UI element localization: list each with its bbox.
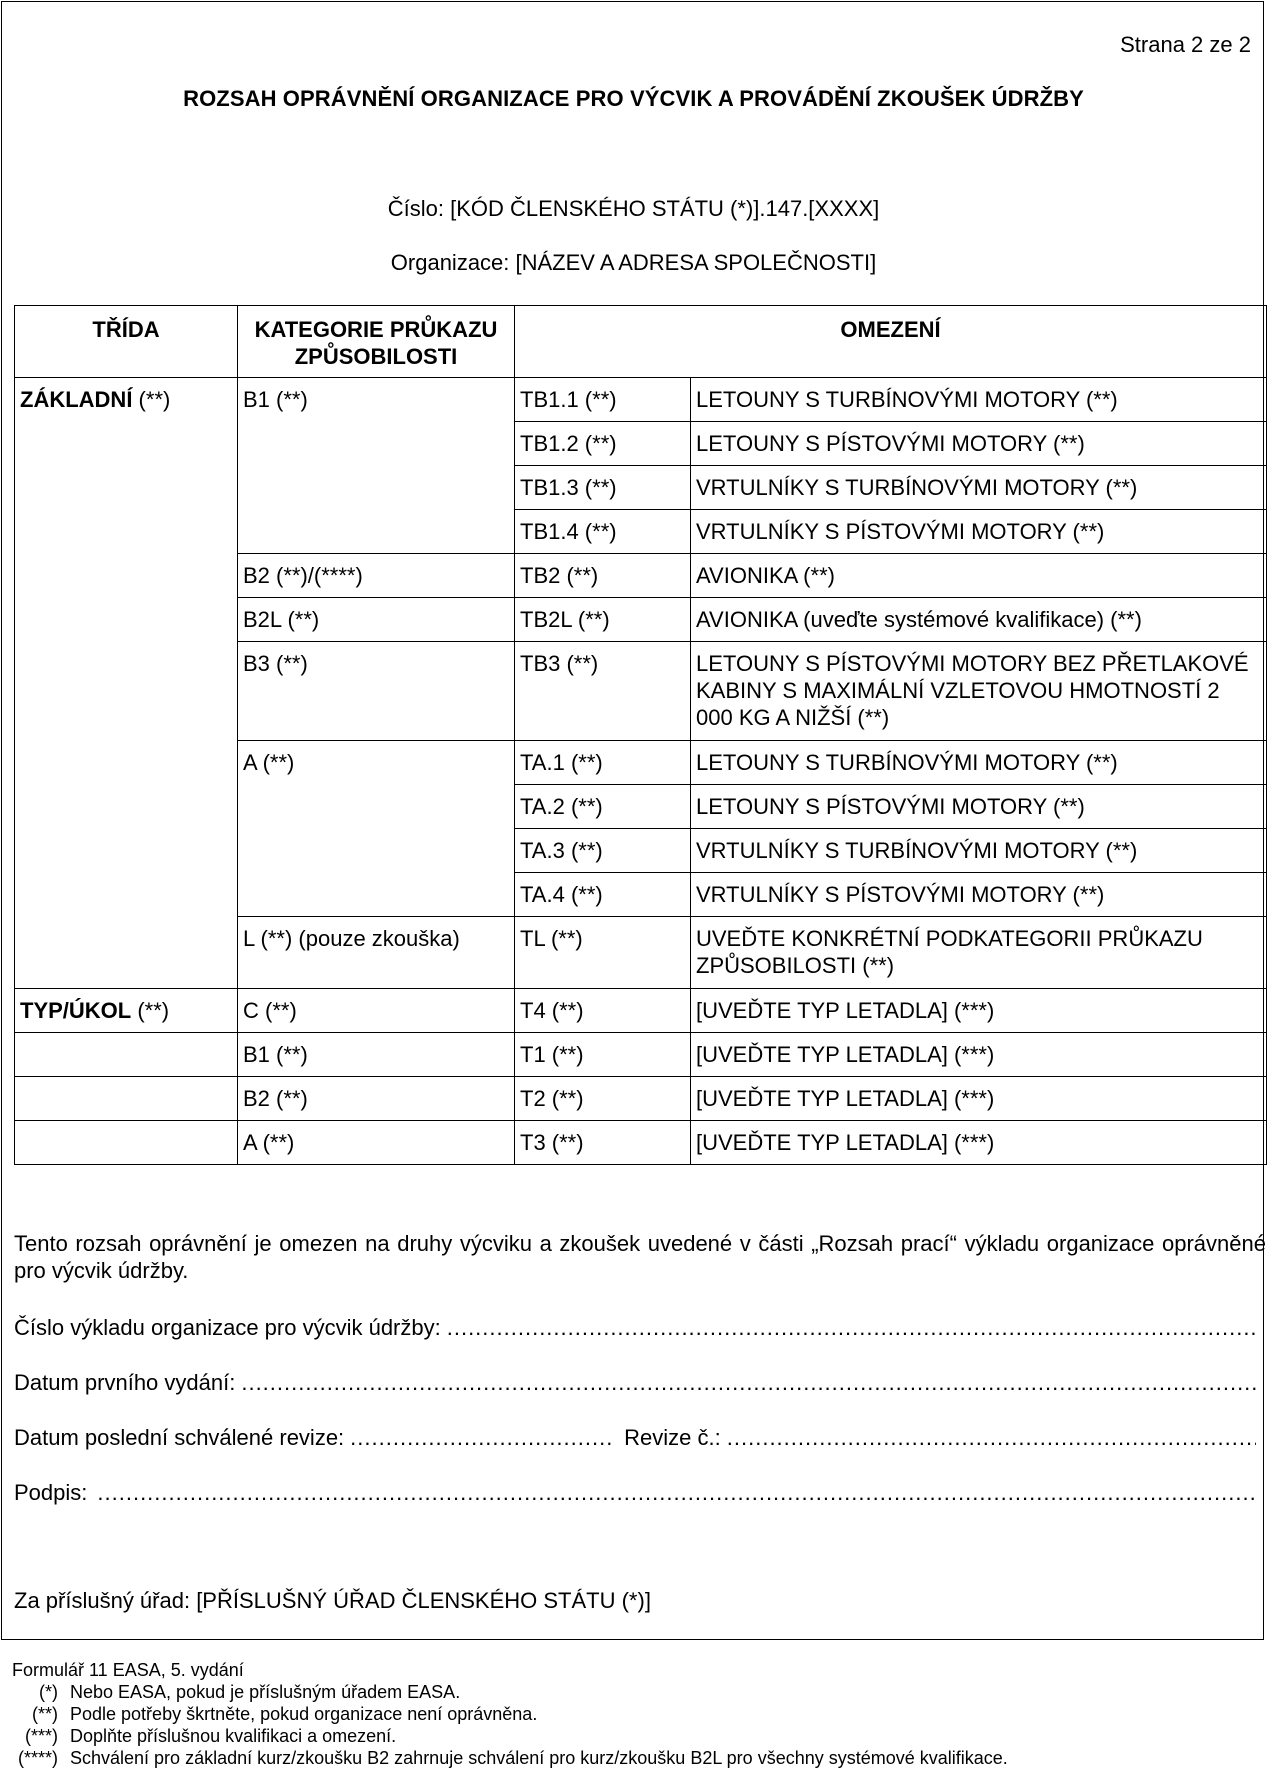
limitation-cell: VRTULNÍKY S PÍSTOVÝMI MOTORY (**)	[691, 873, 1267, 917]
form-frame	[1, 1, 1264, 1640]
category-cell: B3 (**)	[238, 642, 515, 741]
limitation-cell: UVEĎTE KONKRÉTNÍ PODKATEGORII PRŮKAZU ZPŮSOBILOSTI (**)	[691, 917, 1267, 989]
last-revision-group	[14, 1425, 612, 1451]
code-cell: TA.3 (**)	[515, 829, 691, 873]
limitation-cell: LETOUNY S TURBÍNOVÝMI MOTORY (**)	[691, 378, 1267, 422]
class-basic-label: ZÁKLADNÍ	[20, 387, 133, 412]
signature-label: Podpis:	[14, 1480, 88, 1505]
limitation-cell: [UVEĎTE TYP LETADLA] (***)	[691, 1121, 1267, 1165]
limitation-cell: LETOUNY S PÍSTOVÝMI MOTORY BEZ PŘETLAKOVÉ KABINY S MAXIMÁLNÍ VZLETOVOU HMOTNOSTÍ 2 000 KG A NIŽŠÍ (**)	[691, 642, 1267, 741]
category-cell: B1 (**)	[238, 1033, 515, 1077]
limitation-cell: [UVEĎTE TYP LETADLA] (***)	[691, 1033, 1267, 1077]
approval-number-line: Číslo: [KÓD ČLENSKÉHO STÁTU (*)].147.[XXXX]	[387, 196, 880, 221]
footnote-text: Doplňte příslušnou kvalifikaci a omezení.	[70, 1726, 397, 1746]
form-name: Formulář 11 EASA, 5. vydání	[12, 1660, 244, 1680]
code-cell: TB2 (**)	[515, 554, 691, 598]
revision-number-label: Revize č.:	[624, 1425, 721, 1450]
code-cell: T3 (**)	[515, 1121, 691, 1165]
footnote	[12, 1725, 1264, 1747]
first-issue-row	[14, 1370, 1256, 1396]
signature-field[interactable]	[97, 1480, 1256, 1506]
scope-table	[14, 305, 1267, 1165]
last-revision-field[interactable]	[350, 1425, 612, 1451]
code-cell: TA.4 (**)	[515, 873, 691, 917]
header-limitation: OMEZENÍ	[515, 306, 1267, 378]
form-footer	[12, 1659, 1264, 1769]
limitation-cell: LETOUNY S TURBÍNOVÝMI MOTORY (**)	[691, 741, 1267, 785]
limitation-cell: LETOUNY S PÍSTOVÝMI MOTORY (**)	[691, 422, 1267, 466]
table-row	[15, 1121, 1267, 1165]
header-category-line1: KATEGORIE PRŮKAZU	[254, 317, 498, 342]
category-cell: B2L (**)	[238, 598, 515, 642]
limitation-cell: VRTULNÍKY S TURBÍNOVÝMI MOTORY (**)	[691, 466, 1267, 510]
footnote	[12, 1747, 1264, 1769]
code-cell: TB1.2 (**)	[515, 422, 691, 466]
category-cell: B2 (**)/(****)	[238, 554, 515, 598]
table-row	[15, 378, 1267, 422]
footnote-mark: (*)	[39, 1682, 58, 1702]
class-basic	[15, 378, 238, 989]
signature-row	[14, 1480, 1256, 1506]
table-row	[15, 1077, 1267, 1121]
code-cell: TB1.3 (**)	[515, 466, 691, 510]
page-number: Strana 2 ze 2	[1120, 32, 1251, 57]
revision-number-field[interactable]	[727, 1425, 1256, 1451]
footnote	[12, 1703, 1264, 1725]
document-title: ROZSAH OPRÁVNĚNÍ ORGANIZACE PRO VÝCVIK A PROVÁDĚNÍ ZKOUŠEK ÚDRŽBY	[183, 86, 1084, 111]
class-type-label: TYP/ÚKOL	[20, 998, 132, 1023]
class-type	[15, 989, 238, 1033]
category-cell: A (**)	[238, 1121, 515, 1165]
code-cell: TL (**)	[515, 917, 691, 989]
category-cell: B2 (**)	[238, 1077, 515, 1121]
category-cell: L (**) (pouze zkouška)	[238, 917, 515, 989]
footnote-mark: (***)	[24, 1726, 58, 1746]
code-cell: TB1.1 (**)	[515, 378, 691, 422]
footnote-text: Podle potřeby škrtněte, pokud organizace není oprávněna.	[70, 1704, 538, 1724]
limitation-cell: LETOUNY S PÍSTOVÝMI MOTORY (**)	[691, 785, 1267, 829]
manual-number-row	[14, 1315, 1256, 1341]
class-empty-cell	[15, 1121, 238, 1165]
limitation-cell: AVIONIKA (**)	[691, 554, 1267, 598]
code-cell: TB3 (**)	[515, 642, 691, 741]
class-type-suffix: (**)	[131, 998, 170, 1023]
footnote	[12, 1681, 1264, 1703]
last-revision-label: Datum poslední schválené revize:	[14, 1425, 345, 1450]
footnote-mark: (**)	[32, 1704, 58, 1724]
header-category	[238, 306, 515, 378]
limitation-cell: VRTULNÍKY S TURBÍNOVÝMI MOTORY (**)	[691, 829, 1267, 873]
scope-note: Tento rozsah oprávnění je omezen na druhy výcviku a zkoušek uvedené v části „Rozsah prací“ výkladu organizace oprávněné pro výcvik údržby.	[14, 1231, 1266, 1283]
limitation-cell: [UVEĎTE TYP LETADLA] (***)	[691, 989, 1267, 1033]
code-cell: T2 (**)	[515, 1077, 691, 1121]
table-row	[15, 989, 1267, 1033]
category-cell: A (**)	[238, 741, 515, 917]
class-empty-cell	[15, 1033, 238, 1077]
header-class: TŘÍDA	[15, 306, 238, 378]
code-cell: TA.1 (**)	[515, 741, 691, 785]
manual-number-label: Číslo výkladu organizace pro výcvik údržby:	[14, 1315, 441, 1340]
class-basic-suffix: (**)	[132, 387, 171, 412]
footnote-text: Schválení pro základní kurz/zkoušku B2 zahrnuje schválení pro kurz/zkoušku B2L pro všechny systémové kvalifikace.	[70, 1748, 1008, 1768]
footnote-mark: (****)	[17, 1748, 58, 1768]
code-cell: TB2L (**)	[515, 598, 691, 642]
limitation-cell: VRTULNÍKY S PÍSTOVÝMI MOTORY (**)	[691, 510, 1267, 554]
first-issue-field[interactable]	[241, 1370, 1256, 1396]
category-cell: B1 (**)	[238, 378, 515, 554]
first-issue-label: Datum prvního vydání:	[14, 1370, 236, 1395]
limitation-cell: AVIONIKA (uveďte systémové kvalifikace) (**)	[691, 598, 1267, 642]
class-empty-cell	[15, 1077, 238, 1121]
code-cell: TB1.4 (**)	[515, 510, 691, 554]
footnote-text: Nebo EASA, pokud je příslušným úřadem EASA.	[70, 1682, 461, 1702]
table-header-row	[15, 306, 1267, 378]
category-cell: C (**)	[238, 989, 515, 1033]
table-row	[15, 1033, 1267, 1077]
limitation-cell: [UVEĎTE TYP LETADLA] (***)	[691, 1077, 1267, 1121]
code-cell: T4 (**)	[515, 989, 691, 1033]
manual-number-field[interactable]	[447, 1315, 1256, 1341]
authority-line: Za příslušný úřad: [PŘÍSLUŠNÝ ÚŘAD ČLENSKÉHO STÁTU (*)]	[14, 1588, 651, 1613]
revision-row	[14, 1425, 1256, 1451]
code-cell: TA.2 (**)	[515, 785, 691, 829]
code-cell: T1 (**)	[515, 1033, 691, 1077]
header-category-line2: ZPŮSOBILOSTI	[294, 344, 458, 369]
organisation-line: Organizace: [NÁZEV A ADRESA SPOLEČNOSTI]	[390, 250, 877, 275]
